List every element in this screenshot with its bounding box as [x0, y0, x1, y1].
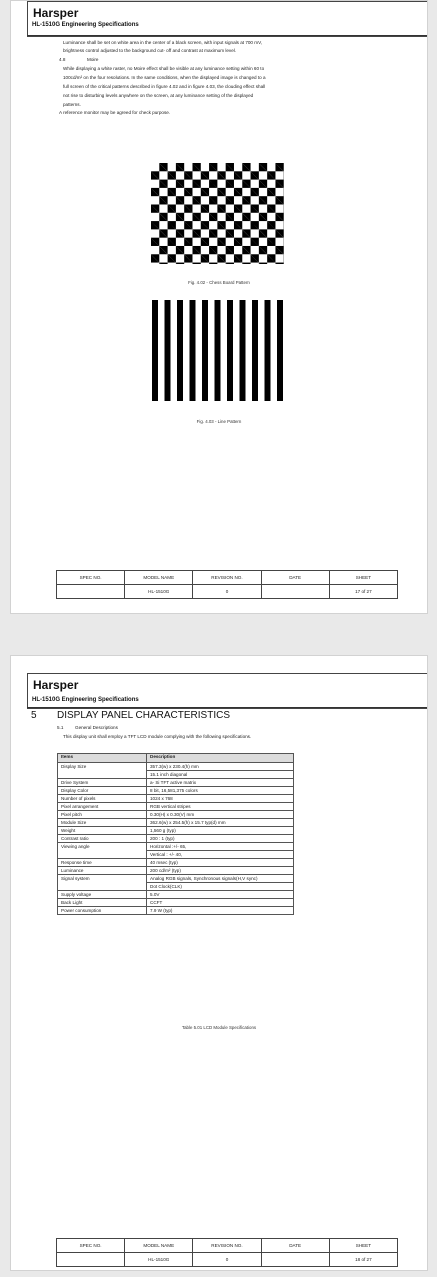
table-row: [58, 787, 294, 795]
footer-header-model-name: MODEL NAME: [125, 1239, 193, 1253]
footer-header-sheet: SHEET: [329, 571, 397, 585]
spec-item-description: 8 bit, 16,581,375 colors: [147, 787, 294, 795]
footer-date-value: [261, 585, 329, 599]
section-title: General Descriptions: [75, 725, 118, 730]
table-row: [58, 811, 294, 819]
header-box: [27, 673, 428, 709]
section-title: Moire: [87, 57, 99, 62]
spec-item-name: Display Color: [58, 787, 147, 795]
table-row: [58, 835, 294, 843]
chessboard-pattern-figure: [151, 163, 284, 264]
line-pattern-caption: Fig. 4.03 - Line Pattern: [196, 419, 242, 424]
table-row: [58, 819, 294, 827]
lcd-spec-table: [57, 753, 294, 915]
spec-item-name: Pixel arrangement: [58, 803, 147, 811]
spec-item-name: Back Light: [58, 899, 147, 907]
section-number: 4.8: [59, 57, 66, 62]
moire-line-6: A reference monitor may be agreed for check purpose.: [59, 110, 171, 115]
spec-item-description: RGB vertical stripes: [147, 803, 294, 811]
spec-item-description: 0.30(H) x 0.30(V) mm: [147, 811, 294, 819]
footer-header-sheet: SHEET: [329, 1239, 397, 1253]
spec-item-description: 362.6(w) x 254.5(h) x 15.7 typ(d) mm: [147, 819, 294, 827]
footer-table: [56, 570, 398, 599]
spec-item-name: Response time: [58, 859, 147, 867]
table-row: [58, 875, 294, 883]
section-number: 5.1: [57, 725, 64, 730]
table-row: [58, 859, 294, 867]
footer-header-date: DATE: [261, 1239, 329, 1253]
spec-item-description: Analog RGB signals, Synchronous signals(H,V sync): [147, 875, 294, 883]
table-row: [58, 827, 294, 835]
footer-sheet-value: 18 of 27: [329, 1253, 397, 1267]
spec-item-name: Signal system: [58, 875, 147, 891]
table-header-items: Items: [58, 754, 147, 763]
spec-item-name: Supply voltage: [58, 891, 147, 899]
spec-item-description: 200 cd/m² (typ): [147, 867, 294, 875]
spec-item-name: Contrast ratio: [58, 835, 147, 843]
table-row: [58, 779, 294, 787]
footer-header-revision-no: REVISION NO.: [193, 571, 261, 585]
footer-model-name-value: HL-1510G: [125, 585, 193, 599]
chessboard-caption: Fig. 4.02 - Chess Board Pattern: [188, 280, 250, 285]
brand-name: Harsper: [33, 678, 79, 692]
spec-item-description: 40 msec (typ): [147, 859, 294, 867]
spec-item-name: Number of pixels: [58, 795, 147, 803]
spec-item-name: Display Size: [58, 763, 147, 779]
footer-header-date: DATE: [261, 571, 329, 585]
spec-item-description: 1024 x 768: [147, 795, 294, 803]
header-rule: [27, 35, 428, 36]
spec-item-description: 357.3(w) x 230.4(h) mm: [147, 763, 294, 771]
footer-revision-no-value: 0: [193, 585, 261, 599]
footer-model-name-value: HL-1510G: [125, 1253, 193, 1267]
spec-item-description: Horizontal :+/- 65,: [147, 843, 294, 851]
spec-item-name: Pixel pitch: [58, 811, 147, 819]
luminance-line-2: brightness control adjusted to the background cut- off and contrast at maximum level.: [63, 48, 237, 53]
footer-sheet-value: 17 of 27: [329, 585, 397, 599]
spec-item-name: Power consumption: [58, 907, 147, 915]
spec-item-description: 200 : 1 (typ): [147, 835, 294, 843]
moire-line-1: While displaying a white raster, no Moire effect shall be visible at any luminance setting within 60 to: [63, 66, 265, 71]
footer-header-spec-no: SPEC NO.: [57, 571, 125, 585]
chapter-number: 5: [31, 710, 37, 721]
table-row: [58, 843, 294, 851]
spec-item-description: Dot Clock(CLK): [147, 883, 294, 891]
spec-item-name: Weight: [58, 827, 147, 835]
header-box: [27, 1, 428, 37]
table-row: [58, 891, 294, 899]
brand-name: Harsper: [33, 6, 79, 20]
section-intro: This display unit shall employ a TFT LCD module complying with the following specifications.: [63, 734, 252, 739]
table-row: [58, 867, 294, 875]
moire-line-3: full screen of the critical patterns described in figure 4.02 and in figure 4.03, the clouding effect shall: [63, 84, 266, 89]
spec-item-description: CCFT: [147, 899, 294, 907]
footer-header-spec-no: SPEC NO.: [57, 1239, 125, 1253]
document-subtitle: HL-1510G Engineering Specifications: [32, 22, 139, 28]
header-rule: [27, 707, 428, 708]
spec-item-name: Luminance: [58, 867, 147, 875]
footer-header-revision-no: REVISION NO.: [193, 1239, 261, 1253]
spec-item-description: a- Si TFT active matrix: [147, 779, 294, 787]
moire-line-4: not rise to disturbing levels anywhere on the screen, at any luminance setting of the displayed: [63, 93, 254, 98]
spec-item-description: 7.9 W (typ): [147, 907, 294, 915]
document-page-17: [10, 0, 428, 614]
footer-spec-no-value: [57, 1253, 125, 1267]
spec-item-name: Module Size: [58, 819, 147, 827]
footer-revision-no-value: 0: [193, 1253, 261, 1267]
table-caption: Table 5.01 LCD Module Specifications: [181, 1025, 257, 1030]
footer-table: [56, 1238, 398, 1267]
luminance-line-1: Luminance shall be set on white area in the center of a black screen, with input signals at 700 mV,: [63, 40, 263, 45]
spec-item-description: Vertical : +/- 40,: [147, 851, 294, 859]
table-row: [58, 899, 294, 907]
document-subtitle: HL-1510G Engineering Specifications: [32, 697, 139, 703]
table-row: [58, 907, 294, 915]
table-row: [58, 795, 294, 803]
table-row: [58, 803, 294, 811]
moire-line-2: 100cd/m² on the four resolutions. In the same conditions, when the displayed image is changed to a: [63, 75, 266, 80]
footer-date-value: [261, 1253, 329, 1267]
line-pattern-figure: [152, 300, 283, 401]
spec-item-description: 1,560 g (typ): [147, 827, 294, 835]
footer-header-model-name: MODEL NAME: [125, 571, 193, 585]
spec-item-description: 5.0V: [147, 891, 294, 899]
document-page-18: [10, 655, 428, 1271]
chapter-title: DISPLAY PANEL CHARACTERISTICS: [57, 710, 231, 721]
table-header-description: Description: [147, 754, 294, 763]
footer-spec-no-value: [57, 585, 125, 599]
table-row: [58, 763, 294, 771]
moire-line-5: patterns.: [63, 102, 81, 107]
spec-item-description: 15.1 inch diagonal: [147, 771, 294, 779]
spec-item-name: Viewing angle: [58, 843, 147, 859]
spec-item-name: Drive System: [58, 779, 147, 787]
